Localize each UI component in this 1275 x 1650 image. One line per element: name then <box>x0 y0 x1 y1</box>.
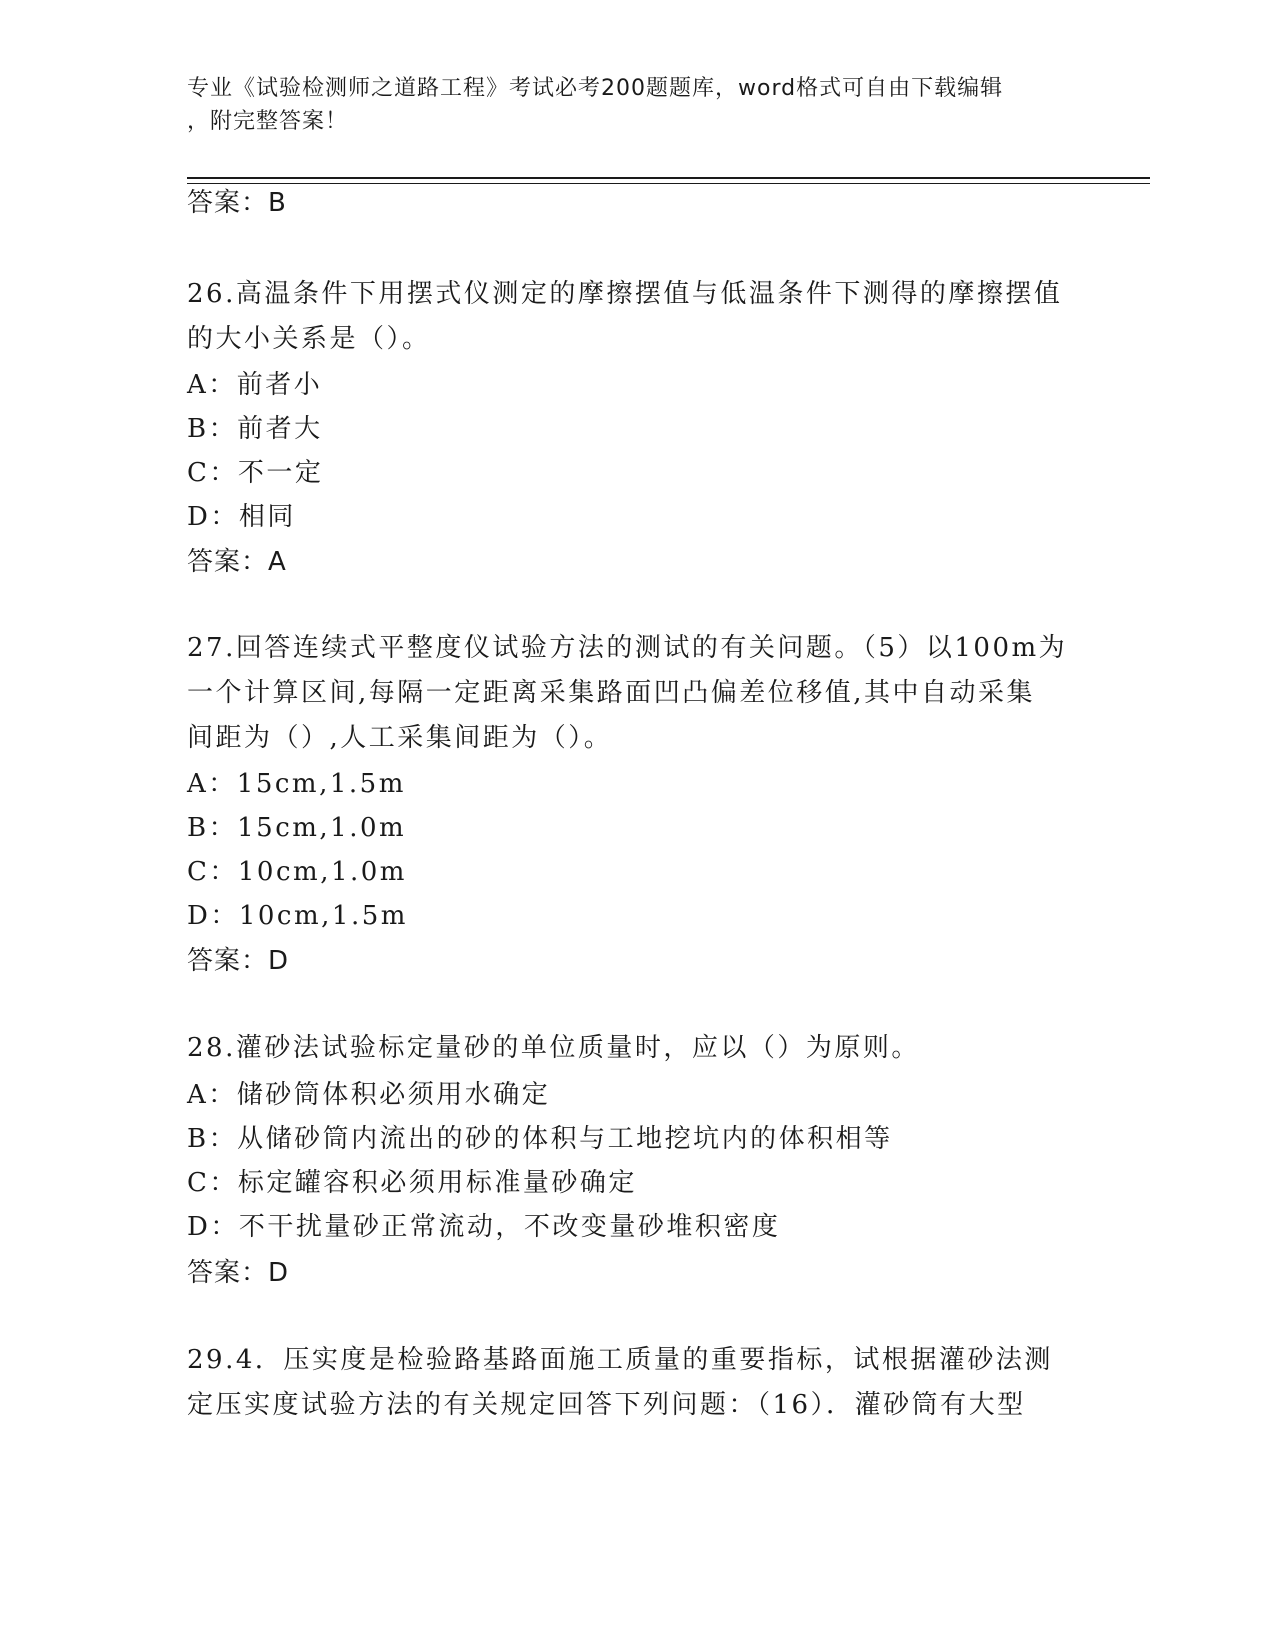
question-28-option-a: A：储砂筒体积必须用水确定 <box>187 1080 551 1110</box>
question-29-stem <box>187 1338 1077 1428</box>
question-28-stem <box>187 1026 1077 1071</box>
stem-line: 间距为（）,人工采集间距为（）。 <box>187 723 613 753</box>
question-27-option-b: B：15cm,1.0m <box>187 813 407 843</box>
stem-line: 28.灌砂法试验标定量砂的单位质量时，应以（）为原则。 <box>187 1033 920 1063</box>
stem-line: 的大小关系是（）。 <box>187 324 431 354</box>
question-27-option-a: A：15cm,1.5m <box>187 769 406 799</box>
question-28-option-d: D：不干扰量砂正常流动，不改变量砂堆积密度 <box>187 1212 781 1242</box>
question-27-option-c: C：10cm,1.0m <box>187 857 407 887</box>
question-27-answer: 答案：D <box>187 946 290 976</box>
stem-line: 定压实度试验方法的有关规定回答下列问题：（16）．灌砂筒有大型 <box>187 1390 1026 1420</box>
question-28-option-c: C：标定罐容积必须用标准量砂确定 <box>187 1168 637 1198</box>
stem-line: 27.回答连续式平整度仪试验方法的测试的有关问题。（5）以100m为 <box>187 633 1068 663</box>
question-27-option-d: D：10cm,1.5m <box>187 901 408 931</box>
stem-line: 29.4．压实度是检验路基路面施工质量的重要指标，试根据灌砂法测 <box>187 1345 1053 1375</box>
stem-line: 26.高温条件下用摆式仪测定的摩擦摆值与低温条件下测得的摩擦摆值 <box>187 279 1063 309</box>
answer-prev: 答案：B <box>187 188 287 218</box>
question-28-answer: 答案：D <box>187 1258 290 1288</box>
header-line-2: ，附完整答案！ <box>187 109 349 134</box>
page-header <box>187 72 1077 138</box>
question-26-answer: 答案：A <box>187 547 287 577</box>
header-divider-thin <box>187 183 1150 184</box>
question-27-stem <box>187 626 1077 761</box>
header-line-1: 专业《试验检测师之道路工程》考试必考200题题库，word格式可自由下载编辑 <box>187 76 1004 101</box>
question-26-option-c: C：不一定 <box>187 458 324 488</box>
header-divider-thick <box>187 177 1150 179</box>
question-28-option-b: B：从储砂筒内流出的砂的体积与工地挖坑内的体积相等 <box>187 1124 893 1154</box>
question-26-option-b: B：前者大 <box>187 414 323 444</box>
question-26-option-a: A：前者小 <box>187 370 323 400</box>
question-26-option-d: D：相同 <box>187 502 296 532</box>
question-26-stem <box>187 272 1077 362</box>
stem-line: 一个计算区间,每隔一定距离采集路面凹凸偏差位移值,其中自动采集 <box>187 678 1036 708</box>
